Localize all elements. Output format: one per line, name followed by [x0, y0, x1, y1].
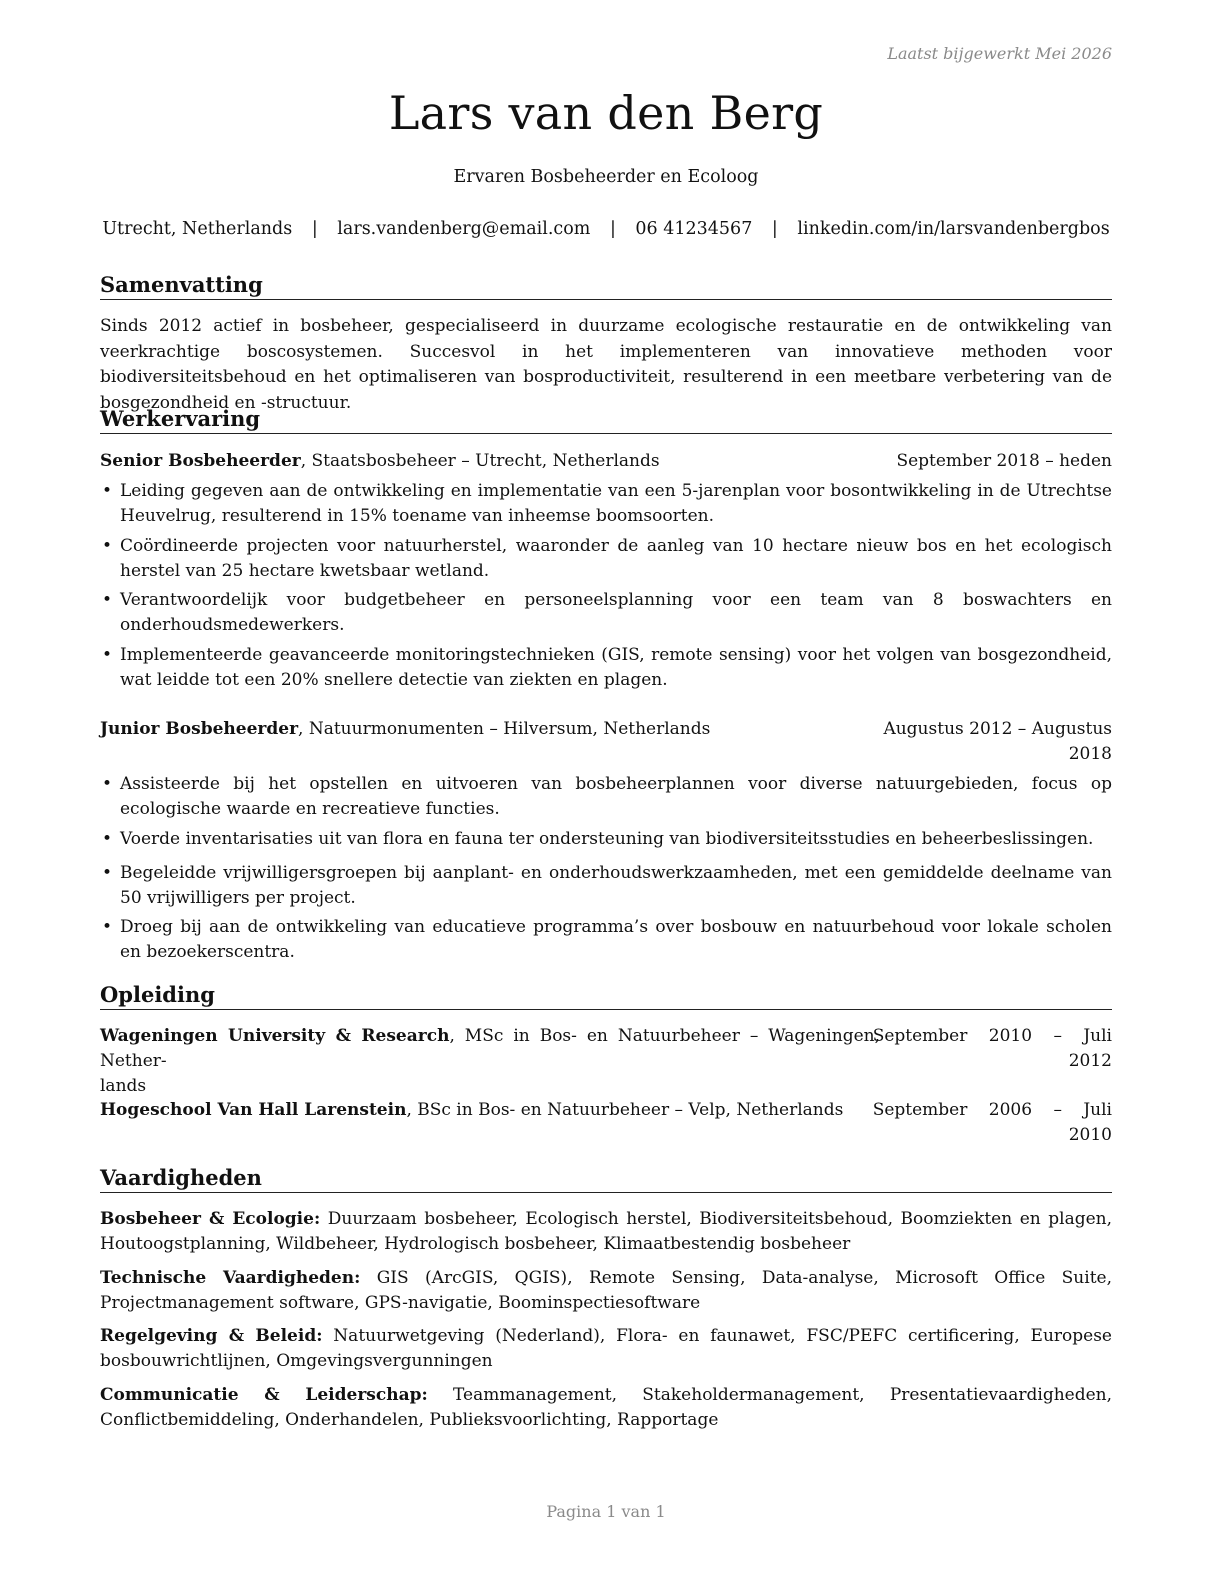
- bullet-icon: •: [102, 862, 113, 883]
- section-heading-skills: Vaardigheden: [100, 1164, 1112, 1193]
- list-item: [100, 534, 1112, 584]
- skill-group-label: Technische Vaardigheden:: [100, 1268, 361, 1288]
- list-item: [100, 588, 1112, 638]
- job-header: [100, 449, 1112, 474]
- job-organization: , Natuurmonumenten – Hilversum, Netherlands: [298, 719, 711, 739]
- job-title-line: [100, 449, 660, 474]
- job-title-line: [100, 717, 710, 742]
- contact-email[interactable]: lars.vandenberg@email.com: [337, 219, 591, 239]
- job-dates: September 2018 – heden: [896, 451, 1112, 471]
- skill-group: [100, 1383, 1112, 1433]
- education-degree-cont: lands: [100, 1076, 147, 1096]
- bullet-text: Voerde inventarisaties uit van flora en fauna ter ondersteuning van biodiversiteitsstudies en beheerbeslissingen.: [120, 828, 1094, 849]
- education-dates: [873, 1024, 1112, 1074]
- list-item: [100, 643, 1112, 693]
- contact-line: [100, 219, 1112, 239]
- bullet-icon: •: [102, 917, 113, 937]
- skill-group-text: Natuurwetgeving (Nederland), Flora- en faunawet, FSC/PEFC certificering, Europese bosbouwrichtlijnen, Omgevingsvergunningen: [100, 1326, 1112, 1371]
- bullet-text: Begeleidde vrijwilligersgroepen bij aanplant- en onderhoudswerkzaamheden, met een gemiddelde deelname van 50 vrijwilligers per project.: [120, 862, 1112, 908]
- skill-group-label: Communicatie & Leiderschap:: [100, 1385, 428, 1405]
- education-dates-line: September 2010 – Juli: [872, 1026, 1112, 1046]
- bullet-icon: •: [102, 774, 113, 794]
- education-degree: , MSc in Bos- en Natuurbeheer – Wageningen, Nether-: [100, 1026, 880, 1071]
- section-heading-summary: Samenvatting: [100, 271, 1112, 300]
- job-header: [100, 717, 1112, 767]
- job-bullets: [100, 772, 1112, 970]
- list-item: [100, 861, 1112, 911]
- list-item: [100, 772, 1112, 822]
- education-dates-line: 2010: [1068, 1125, 1112, 1145]
- skill-group: [100, 1266, 1112, 1316]
- resume-page: [100, 0, 1112, 1584]
- section-heading-education: Opleiding: [100, 981, 1112, 1010]
- bullet-icon: •: [102, 828, 113, 849]
- job-dates-line: Augustus 2012 – Augustus: [883, 719, 1112, 739]
- list-item: [100, 915, 1112, 965]
- education-entry: [100, 1098, 1112, 1148]
- job-organization: , Staatsbosbeheer – Utrecht, Netherlands: [300, 451, 660, 471]
- candidate-subtitle: Ervaren Bosbeheerder en Ecoloog: [453, 167, 759, 187]
- page-number: Pagina 1 van 1: [546, 1502, 666, 1521]
- education-dates: [873, 1098, 1112, 1148]
- bullet-icon: •: [102, 644, 113, 665]
- contact-separator: |: [609, 219, 616, 239]
- education-title-line: [100, 1024, 880, 1099]
- skill-group: [100, 1207, 1112, 1257]
- contact-phone[interactable]: 06 41234567: [635, 219, 753, 239]
- job-dates: [883, 717, 1112, 767]
- job-dates-line: 2018: [1068, 744, 1112, 764]
- bullet-icon: •: [102, 535, 113, 556]
- bullet-text: Droeg bij aan de ontwikkeling van educatieve programma’s over bosbouw en natuurbehoud voor lokale scholen en bezoekerscentra.: [120, 917, 1112, 962]
- skill-group-text: Duurzaam bosbeheer, Ecologisch herstel, Biodiversiteitsbehoud, Boomziekten en plagen, Houtoogstplanning, Wildbeheer, Hydrologisch bosbeheer, Klimaatbestendig bosbeheer: [100, 1209, 1112, 1254]
- section-heading-experience: Werkervaring: [100, 405, 1112, 434]
- education-title-line: [100, 1098, 843, 1123]
- list-item: [100, 827, 1112, 852]
- skill-group-text: Teammanagement, Stakeholdermanagement, Presentatievaardigheden, Conflictbemiddeling, Onderhandelen, Publieksvoorlichting, Rapportage: [100, 1385, 1113, 1430]
- skill-group: [100, 1324, 1112, 1374]
- education-dates-line: September 2006 – Juli: [872, 1100, 1112, 1120]
- skill-group-label: Regelgeving & Beleid:: [100, 1326, 323, 1346]
- skill-group-text: GIS (ArcGIS, QGIS), Remote Sensing, Data-analyse, Microsoft Office Suite, Projectmanagement software, GPS-navigatie, Boominspectiesoftware: [100, 1268, 1112, 1313]
- last-updated: Laatst bijgewerkt Mei 2026: [887, 44, 1112, 63]
- education-degree: , BSc in Bos- en Natuurbeheer – Velp, Netherlands: [406, 1100, 844, 1120]
- summary-text: Sinds 2012 actief in bosbeheer, gespecialiseerd in duurzame ecologische restauratie en de ontwikkeling van veerkrachtige boscosystemen. Succesvol in het implementeren van innovatieve methoden voor biodiversiteitsbehoud en het optimaliseren van bosproductiviteit, resulterend in een meetbare verbetering van de bosgezondheid en -structuur.: [100, 316, 1112, 413]
- bullet-icon: •: [102, 481, 113, 501]
- job-bullets: [100, 479, 1112, 697]
- bullet-text: Coördineerde projecten voor natuurherstel, waaronder de aanleg van 10 hectare nieuw bos en het ecologisch herstel van 25 hectare kwetsbaar wetland.: [120, 535, 1112, 581]
- candidate-name: Lars van den Berg: [388, 86, 824, 140]
- job-title: Senior Bosbeheerder: [100, 451, 301, 471]
- contact-separator: |: [771, 219, 778, 239]
- bullet-text: Verantwoordelijk voor budgetbeheer en personeelsplanning voor een team van 8 boswachters en onderhoudsmedewerkers.: [120, 590, 1112, 635]
- list-item: [100, 479, 1112, 529]
- education-school: Hogeschool Van Hall Larenstein: [100, 1100, 407, 1120]
- contact-location: Utrecht, Netherlands: [102, 219, 293, 239]
- bullet-text: Leiding gegeven aan de ontwikkeling en implementatie van een 5-jarenplan voor bosontwikkeling in de Utrechtse Heuvelrug, resulterend in 15% toename van inheemse boomsoorten.: [120, 481, 1112, 526]
- education-entry: [100, 1024, 1112, 1096]
- bullet-text: Implementeerde geavanceerde monitoringstechnieken (GIS, remote sensing) voor het volgen van bosgezondheid, wat leidde tot een 20% snellere detectie van ziekten en plagen.: [120, 644, 1112, 690]
- education-school: Wageningen University & Research: [100, 1026, 450, 1046]
- job-title: Junior Bosbeheerder: [100, 719, 299, 739]
- bullet-text: Assisteerde bij het opstellen en uitvoeren van bosbeheerplannen voor diverse natuurgebieden, focus op ecologische waarde en recreatieve functies.: [120, 774, 1112, 819]
- education-dates-line: 2012: [1068, 1051, 1112, 1071]
- contact-separator: |: [311, 219, 318, 239]
- contact-linkedin[interactable]: linkedin.com/in/larsvandenbergbos: [797, 219, 1110, 239]
- skill-group-label: Bosbeheer & Ecologie:: [100, 1209, 321, 1229]
- bullet-icon: •: [102, 590, 113, 610]
